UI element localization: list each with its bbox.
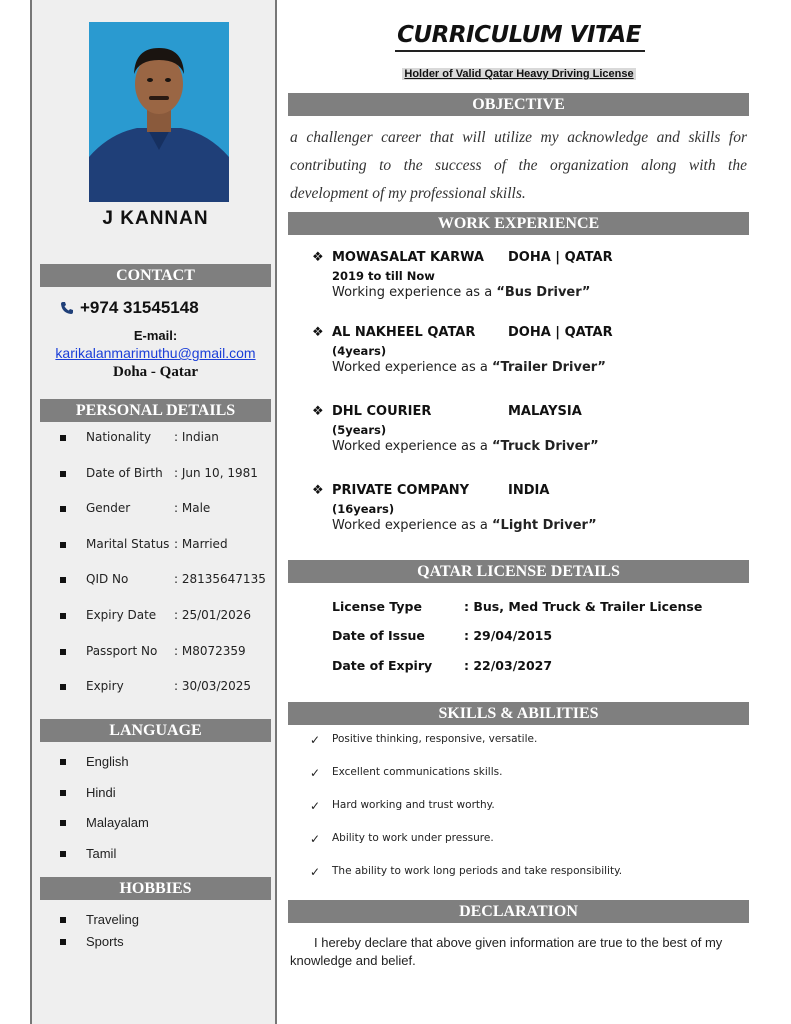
personal-label: Gender (86, 501, 131, 516)
license-row (332, 658, 552, 673)
language-item (60, 846, 149, 877)
language-label: Tamil (86, 845, 117, 861)
license-row (332, 599, 702, 614)
personal-item (60, 572, 266, 608)
bullet-icon (60, 820, 66, 826)
personal-value: : M8072359 (174, 643, 246, 658)
language-list (60, 754, 149, 876)
skills-heading: SKILLS & ABILITIES (288, 702, 749, 725)
hobby-label: Sports (86, 934, 124, 949)
work-experience-heading: WORK EXPERIENCE (288, 212, 749, 235)
hobby-item (60, 912, 139, 934)
checkmark-icon: ✓ (310, 733, 321, 747)
personal-label: Marital Status (86, 536, 170, 551)
job-description (332, 439, 599, 454)
personal-label: Nationality (86, 430, 152, 444)
job-period: (16years) (332, 502, 395, 516)
diamond-bullet-icon: ❖ (312, 325, 324, 340)
candidate-name: J KANNAN (102, 208, 209, 229)
bullet-icon (60, 917, 66, 923)
sidebar (30, 0, 277, 1024)
personal-details-heading: PERSONAL DETAILS (40, 399, 271, 422)
personal-item (60, 537, 266, 573)
personal-label: Date of Birth (86, 465, 163, 480)
hobby-label: Traveling (86, 912, 139, 927)
diamond-bullet-icon: ❖ (312, 404, 324, 419)
license-label: License Type (332, 599, 422, 614)
objective-heading: OBJECTIVE (288, 93, 749, 116)
diamond-bullet-icon: ❖ (312, 250, 324, 265)
personal-value: : 30/03/2025 (174, 679, 252, 694)
job-period: (4years) (332, 344, 387, 358)
job-desc-prefix: Worked experience as a (332, 439, 492, 454)
job-location: DOHA | QATAR (508, 325, 613, 340)
job-company: DHL COURIER (332, 404, 432, 419)
bullet-icon (60, 613, 66, 619)
language-heading: LANGUAGE (40, 719, 271, 742)
personal-value: : Jun 10, 1981 (174, 465, 258, 480)
license-label: Date of Expiry (332, 658, 433, 673)
email-link[interactable]: karikalanmarimuthu@gmail.com (55, 345, 256, 361)
bullet-icon (60, 790, 66, 796)
personal-item (60, 501, 266, 537)
personal-item (60, 430, 266, 466)
phone-icon (60, 301, 74, 315)
job-location: INDIA (508, 483, 550, 498)
language-label: Malayalam (86, 815, 149, 830)
skill-text: Hard working and trust worthy. (332, 799, 495, 811)
personal-item (60, 466, 266, 502)
skill-text: Ability to work under pressure. (332, 832, 494, 844)
checkmark-icon: ✓ (310, 766, 321, 780)
skill-item (310, 832, 622, 865)
declaration-heading: DECLARATION (288, 900, 749, 923)
language-item (60, 785, 149, 816)
personal-item (60, 679, 266, 715)
phone-text: +974 31545148 (80, 298, 199, 317)
license-label: Date of Issue (332, 628, 425, 643)
job-location: MALAYSIA (508, 404, 582, 419)
bullet-icon (60, 542, 66, 548)
job-entry (312, 404, 599, 454)
skill-text: Excellent communications skills. (332, 766, 503, 778)
diamond-bullet-icon: ❖ (312, 483, 324, 498)
job-desc-prefix: Working experience as a (332, 285, 497, 300)
job-desc-prefix: Worked experience as a (332, 360, 492, 375)
job-description (332, 360, 613, 375)
phone-number[interactable] (60, 298, 199, 318)
page-subtitle (290, 64, 748, 82)
declaration-text: I hereby declare that above given information are true to the best of my knowledge and belief. (290, 935, 723, 968)
profile-photo (89, 22, 229, 202)
hobbies-list (60, 912, 139, 956)
skill-item (310, 733, 622, 766)
job-entry (312, 250, 613, 300)
page-margin (0, 0, 30, 1024)
personal-details-list (60, 430, 266, 715)
skill-text: Positive thinking, responsive, versatile. (332, 733, 538, 745)
job-entry (312, 483, 597, 533)
skill-text: The ability to work long periods and take responsibility. (332, 865, 623, 877)
personal-value: : Male (174, 501, 211, 516)
bullet-icon (60, 939, 66, 945)
job-company: MOWASALAT KARWA (332, 250, 484, 265)
personal-label: QID No (86, 572, 129, 587)
bullet-icon (60, 577, 66, 583)
license-value: : 22/03/2027 (464, 658, 553, 673)
job-company: AL NAKHEEL QATAR (332, 325, 476, 340)
contact-heading: CONTACT (40, 264, 271, 287)
personal-value: : Indian (174, 430, 219, 444)
title-underline (395, 50, 645, 52)
job-entry (312, 325, 613, 375)
personal-label: Passport No (86, 643, 158, 658)
personal-label: Expiry Date (86, 607, 157, 622)
personal-item (60, 608, 266, 644)
license-heading: QATAR LICENSE DETAILS (288, 560, 749, 583)
job-description (332, 285, 613, 300)
skill-item (310, 799, 622, 832)
language-label: Hindi (86, 784, 116, 800)
page-title: CURRICULUM VITAE (397, 22, 641, 48)
job-location: DOHA | QATAR (508, 250, 613, 265)
license-row (332, 628, 552, 643)
job-period: 2019 to till Now (332, 269, 435, 283)
bullet-icon (60, 684, 66, 690)
bullet-icon (60, 506, 66, 512)
skill-item (310, 865, 622, 898)
personal-value: : 25/01/2026 (174, 607, 252, 622)
job-description (332, 518, 597, 533)
job-company: PRIVATE COMPANY (332, 483, 470, 498)
bullet-icon (60, 471, 66, 477)
job-role: “Trailer Driver” (492, 360, 606, 375)
license-value: : Bus, Med Truck & Trailer License (464, 599, 703, 614)
personal-value: : Married (174, 536, 228, 551)
checkmark-icon: ✓ (310, 799, 321, 813)
job-role: “Light Driver” (492, 518, 597, 533)
language-item (60, 815, 149, 846)
hobby-item (60, 934, 139, 956)
email-label: E-mail: (133, 328, 178, 343)
license-value: : 29/04/2015 (464, 628, 553, 643)
job-role: “Bus Driver” (496, 285, 591, 300)
bullet-icon (60, 649, 66, 655)
skill-item (310, 766, 622, 799)
checkmark-icon: ✓ (310, 832, 321, 846)
job-role: “Truck Driver” (492, 439, 599, 454)
skills-list (310, 733, 622, 898)
checkmark-icon: ✓ (310, 865, 321, 879)
bullet-icon (60, 759, 66, 765)
personal-item (60, 644, 266, 680)
bullet-icon (60, 435, 66, 441)
location-text: Doha - Qatar (113, 364, 198, 380)
hobbies-heading: HOBBIES (40, 877, 271, 900)
personal-label: Expiry (86, 679, 124, 694)
objective-text: a challenger career that will utilize my acknowledge and skills for contributing to the success of the organization along with the development of my professional skills. (290, 129, 747, 202)
job-period: (5years) (332, 423, 387, 437)
language-label: English (86, 754, 129, 769)
job-desc-prefix: Worked experience as a (332, 518, 492, 533)
subtitle-text: Holder of Valid Qatar Heavy Driving License (404, 68, 634, 80)
language-item (60, 754, 149, 785)
personal-value: : 28135647135 (174, 572, 266, 587)
bullet-icon (60, 851, 66, 857)
